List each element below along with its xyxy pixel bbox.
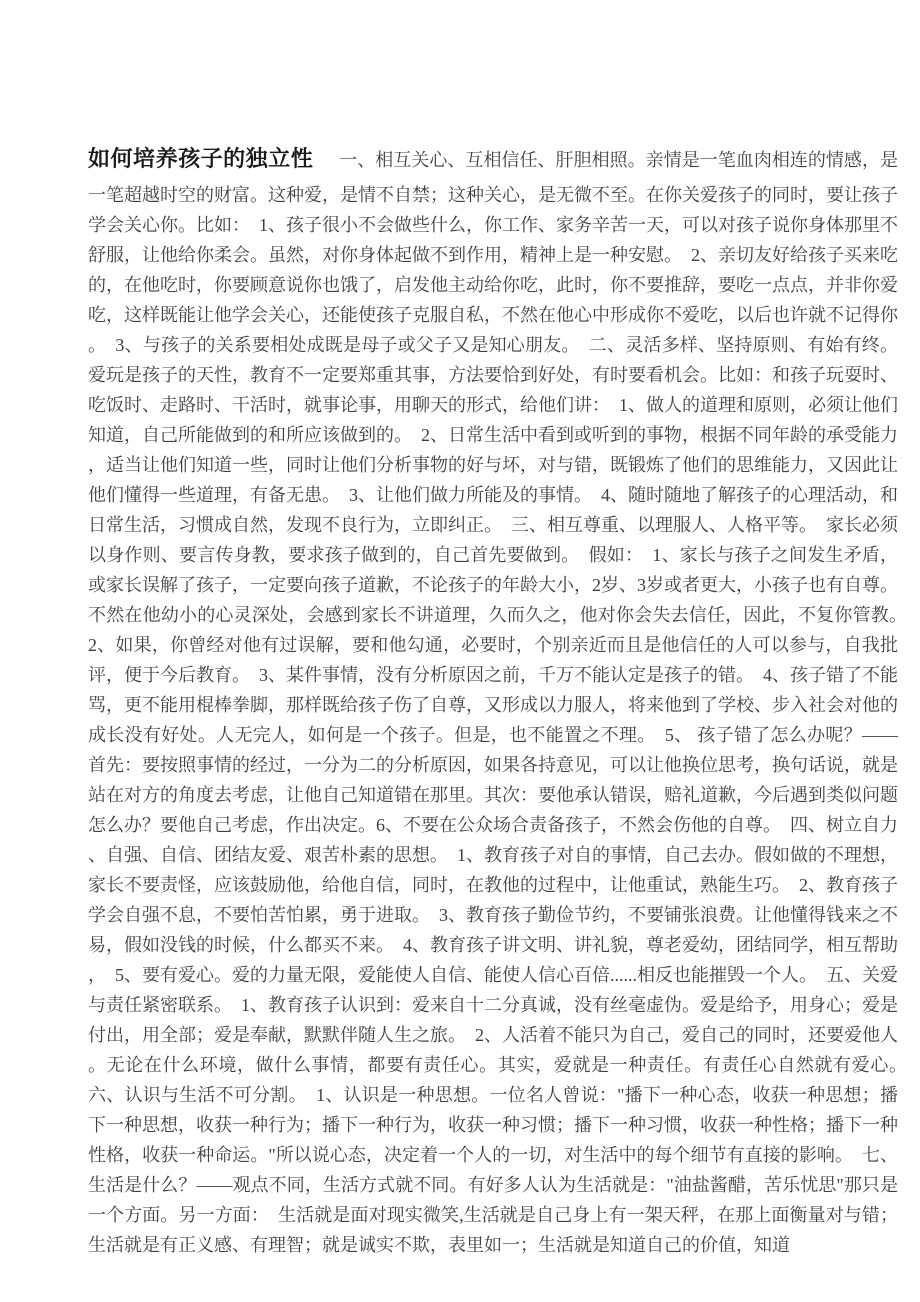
document-body-text: 一、相互关心、互相信任、肝胆相照。亲情是一笔血肉相连的情感，是一笔超越时空的财富。这种爱，是情不自禁；这种关心，是无微不至。在你关爱孩子的同时，要让孩子学会关心你。比如： 1、孩子很小不会做些什么，你工作、家务辛苦一天，可以对孩子说你身体那里不舒服，让他给你柔会。虽然，对你身体起做不到作用，精神上是一种安慰。 2、亲切友好给孩子买来吃的，在他吃时，你要顾意说你也饿了，启发他主动给你吃，此时，你不要推辞，要吃一点点，并非你爱吃，这样既能让他学会关心，还能使孩子克服自私，不然在他心中形成你不爱吃，以后也许就不记得你。 3、与孩子的关系要相处成既是母子或父子又是知心朋友。 二、灵活多样、坚持原则、有始有终。爱玩是孩子的天性，教育不一定要郑重其事，方法要恰到好处，有时要看机会。比如：和孩子玩耍时、吃饭时、走路时、干活时，就事论事，用聊天的形式，给他们讲： 1、做人的道理和原则，必须让他们知道，自己所能做到的和所应该做到的。 2、日常生活中看到或听到的事物，根据不同年龄的承受能力，适当让他们知道一些，同时让他们分析事物的好与坏，对与错，既锻炼了他们的思维能力，又因此让他们懂得一些道理，有备无患。 3、让他们做力所能及的事情。 4、随时随地了解孩子的心理活动，和日常生活，习惯成自然，发现不良行为，立即纠正。 三、相互尊重、以理服人、人格平等。 家长必须以身作则、要言传身教，要求孩子做到的，自己首先要做到。 假如： 1、家长与孩子之间发生矛盾，或家长误解了孩子，一定要向孩子道歉，不论孩子的年龄大小，2岁、3岁或者更大，小孩子也有自尊。不然在他幼小的心灵深处，会感到家长不讲道理，久而久之，他对你会失去信任，因此，不复你管教。 2、如果，你曾经对他有过误解，要和他勾通，必要时，个别亲近而且是他信任的人可以参与，自我批评，便于今后教育。 3、某件事情，没有分析原因之前，千万不能认定是孩子的错。 4、孩子错了不能骂，更不能用棍棒拳脚，那样既给孩子伤了自尊，又形成以力服人，将来他到了学校、步入社会对他的成长没有好处。人无完人，如何是一个孩子。但是，也不能置之不理。 5、 孩子错了怎么办呢？—— 首先：要按照事情的经过，一分为二的分析原因，如果各持意见，可以让他换位思考，换句话说，就是站在对方的角度去考虑，让他自己知道错在那里。其次：要他承认错误，赔礼道歉，今后遇到类似问题怎么办？要他自己考虑，作出决定。6、不要在公众场合责备孩子，不然会伤他的自尊。 四、树立自力、自强、自信、团结友爱、艰苦朴素的思想。 1、教育孩子对自的事情，自己去办。假如做的不理想，家长不要责怪，应该鼓励他，给他自信，同时，在教他的过程中，让他重试，熟能生巧。 2、教育孩子学会自强不息，不要怕苦怕累，勇于进取。 3、教育孩子勤俭节约，不要铺张浪费。让他懂得钱来之不易，假如没钱的时候，什么都买不来。 4、教育孩子讲文明、讲礼貌，尊老爱幼，团结同学，相互帮助， 5、要有爱心。爱的力量无限，爱能使人自信、能使人信心百倍......相反也能摧毁一个人。 五、关爱与责任紧密联系。 1、教育孩子认识到：爱来自十二分真诚，没有丝毫虚伪。爱是给予，用身心；爱是付出，用全部；爱是奉献，默默伴随人生之旅。 2、人活着不能只为自己，爱自己的同时，还要爱他人。无论在什么环境，做什么事情，都要有责任心。其实，爱就是一种责任。有责任心自然就有爱心。 六、认识与生活不可分割。 1、认识是一种思想。一位名人曾说："播下一种心态，收获一种思想；播下一种思想，收获一种行为；播下一种行为，收获一种习惯；播下一种习惯，收获一种性格；播下一种性格，收获一种命运。"所以说心态，决定着一个人的一切，对生活中的每个细节有直接的影响。 七、生活是什么？——观点不同，生活方式就不同。有好多人认为生活就是："油盐酱醋，苦乐忧思"那只是一个方面。另一方面： 生活就是面对现实微笑,生活就是自己身上有一架天秤，在那上面衡量对与错；生活就是有正义感、有理智；就是诚实不欺，表里如一；生活就是知道自己的价值，知道 xyxy=(88,150,916,1255)
document-paragraph xyxy=(88,138,916,1260)
document-title: 如何培养孩子的独立性 xyxy=(88,146,314,171)
